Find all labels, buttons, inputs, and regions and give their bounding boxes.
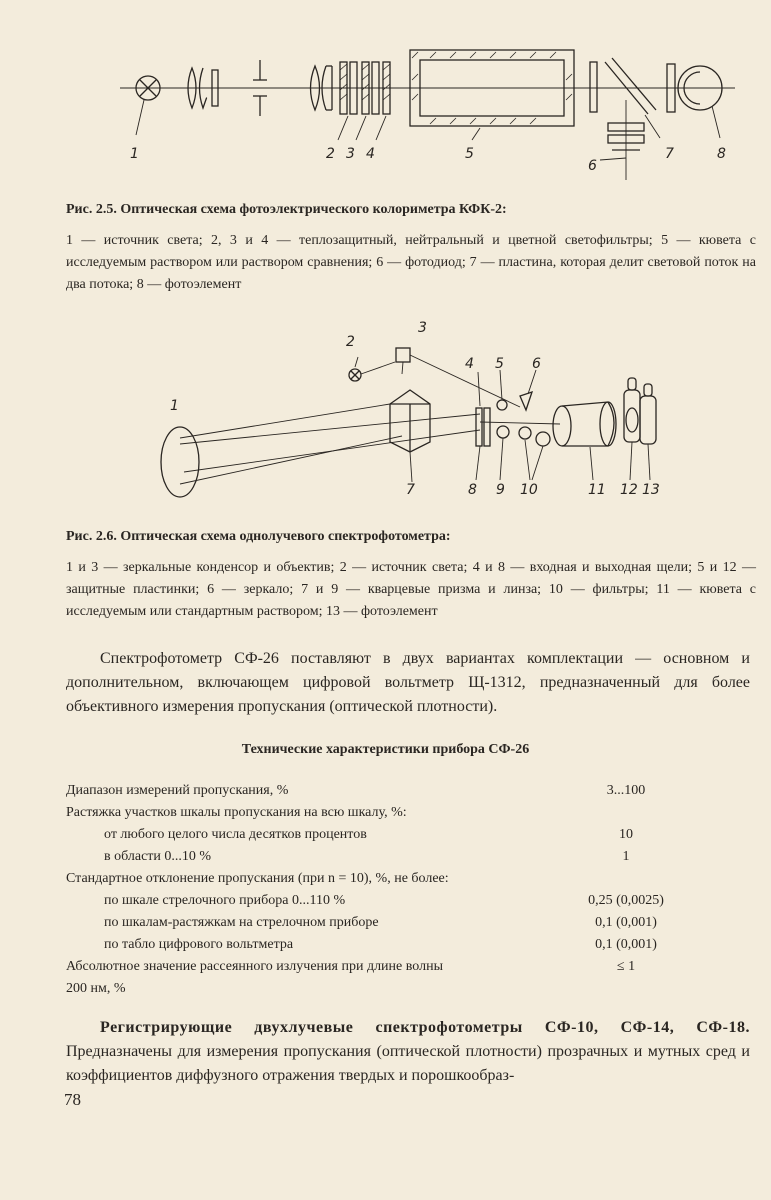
paragraph-sf26: Спектрофотометр СФ-26 поставляют в двух вариантах комплектации — основном и дополнительном, включающем цифровой вольтметр Щ-1312, предназначенный для более объективного измерения пропускания (оптической плотности). bbox=[66, 650, 750, 715]
spec-value: 0,1 (0,001) bbox=[595, 915, 657, 930]
figure2-label-11: 11 bbox=[588, 482, 606, 498]
figure-spectrophotometer-scheme bbox=[140, 312, 700, 502]
filter-b bbox=[536, 432, 550, 446]
light-source-symbol bbox=[349, 357, 395, 381]
spec-label: Стандартное отклонение пропускания (при n = 10), %, не более: bbox=[66, 871, 449, 886]
figure2-label-10: 10 bbox=[520, 482, 538, 498]
spec-row bbox=[66, 934, 696, 956]
spec-label: по шкале стрелочного прибора 0...110 % bbox=[104, 893, 346, 908]
figure2-label-13: 13 bbox=[642, 482, 660, 498]
spec-row bbox=[66, 780, 696, 802]
figure2-label-8: 8 bbox=[468, 482, 477, 498]
photodiode bbox=[600, 100, 644, 180]
photocell bbox=[667, 64, 722, 138]
figure1-label-8: 8 bbox=[717, 146, 726, 162]
spec-row bbox=[66, 978, 696, 1000]
figure2-label-3: 3 bbox=[418, 320, 427, 336]
protective-plate bbox=[497, 400, 507, 410]
figure2-label-6: 6 bbox=[532, 356, 541, 372]
figure2-label-5: 5 bbox=[495, 356, 504, 372]
photocell bbox=[624, 378, 656, 480]
mirror bbox=[520, 392, 532, 410]
spec-label: от любого целого числа десятков процентов bbox=[104, 827, 367, 842]
spec-row bbox=[66, 846, 696, 868]
figure2-label-9: 9 bbox=[496, 482, 505, 498]
figure2-label-7: 7 bbox=[406, 482, 415, 498]
cuvette bbox=[553, 402, 616, 480]
cuvette bbox=[410, 50, 574, 140]
spec-label: Диапазон измерений пропускания, % bbox=[66, 783, 289, 798]
paragraph-registering bbox=[66, 1016, 750, 1088]
spec-row bbox=[66, 912, 696, 934]
beam-splitter-plate bbox=[605, 58, 660, 138]
figure-colorimeter-scheme bbox=[100, 40, 760, 185]
spec-value: ≤ 1 bbox=[616, 959, 636, 974]
figure1-caption-body: 1 — источник света; 2, 3 и 4 — теплозащитный, нейтральный и цветной светофильтры; 5 — кювета с исследуемым раствором или раствором сравнения; 6 — фотодиод; 7 — пластина, которая делит световой поток на два потока; 8 — фотоэлемент bbox=[66, 233, 756, 292]
spec-row bbox=[66, 890, 696, 912]
figure1-label-1: 1 bbox=[130, 146, 139, 162]
mirror-objective bbox=[396, 348, 410, 362]
quartz-prism bbox=[390, 390, 430, 482]
specs-title: Технические характеристики прибора СФ-26 bbox=[241, 742, 530, 757]
quartz-lens bbox=[497, 426, 509, 438]
spec-value: 0,1 (0,001) bbox=[595, 937, 657, 952]
spec-row bbox=[66, 802, 696, 824]
spec-label: 200 нм, % bbox=[66, 981, 126, 996]
figure2-caption-title: Рис. 2.6. Оптическая схема однолучевого спектрофотометра: bbox=[66, 529, 451, 544]
spec-label: Растяжка участков шкалы пропускания на всю шкалу, %: bbox=[66, 805, 407, 820]
spec-value: 3...100 bbox=[606, 783, 646, 798]
page-number: 78 bbox=[64, 1090, 81, 1109]
spec-row bbox=[66, 956, 696, 978]
figure1-label-2: 2 bbox=[326, 146, 335, 162]
spec-value: 0,25 (0,0025) bbox=[588, 893, 664, 908]
spec-label: по шкалам-растяжкам на стрелочном приборе bbox=[104, 915, 379, 930]
figure1-label-7: 7 bbox=[665, 146, 674, 162]
spec-label: в области 0...10 % bbox=[104, 849, 212, 864]
figure2-label-1: 1 bbox=[170, 398, 179, 414]
spec-row bbox=[66, 824, 696, 846]
entrance-exit-slits bbox=[476, 372, 490, 480]
figure2-label-12: 12 bbox=[620, 482, 638, 498]
paragraph-registering-rest: Предназначены для измерения пропускания (оптической плотности) прозрачных и мутных сред и коэффициентов диффузного отражения твердых и порошкообраз- bbox=[66, 1043, 750, 1084]
spec-label: Абсолютное значение рассеянного излучения при длине волны bbox=[66, 959, 443, 974]
filter-a bbox=[519, 427, 531, 439]
spec-label: по табло цифрового вольтметра bbox=[104, 937, 294, 952]
figure1-label-6: 6 bbox=[588, 158, 597, 174]
figure1-label-5: 5 bbox=[465, 146, 474, 162]
figure2-label-4: 4 bbox=[465, 356, 474, 372]
spec-row bbox=[66, 868, 696, 890]
light-source-symbol bbox=[136, 76, 160, 135]
paragraph-registering-lead: Регистрирующие двухлучевые спектрофотометры СФ-10, СФ-14, СФ-18. bbox=[100, 1019, 750, 1036]
light-filters bbox=[338, 62, 390, 140]
figure2-label-2: 2 bbox=[346, 334, 355, 350]
spec-value: 1 bbox=[622, 849, 630, 864]
figure1-label-4: 4 bbox=[366, 146, 375, 162]
exit-filter bbox=[590, 62, 597, 112]
spec-value: 10 bbox=[619, 827, 633, 842]
figure2-caption-body: 1 и 3 — зеркальные конденсор и объектив; 2 — источник света; 4 и 8 — входная и выходная щели; 5 и 12 — защитные пластинки; 6 — зеркало; 7 и 9 — кварцевые призма и линза; 10 — фильтры; 11 — кювета с исследуемым или стандартным раствором; 13 — фотоэлемент bbox=[66, 560, 756, 619]
mirror-condenser bbox=[161, 427, 199, 497]
figure1-caption-title: Рис. 2.5. Оптическая схема фотоэлектрического колориметра КФК-2: bbox=[66, 202, 507, 217]
figure1-label-3: 3 bbox=[346, 146, 355, 162]
